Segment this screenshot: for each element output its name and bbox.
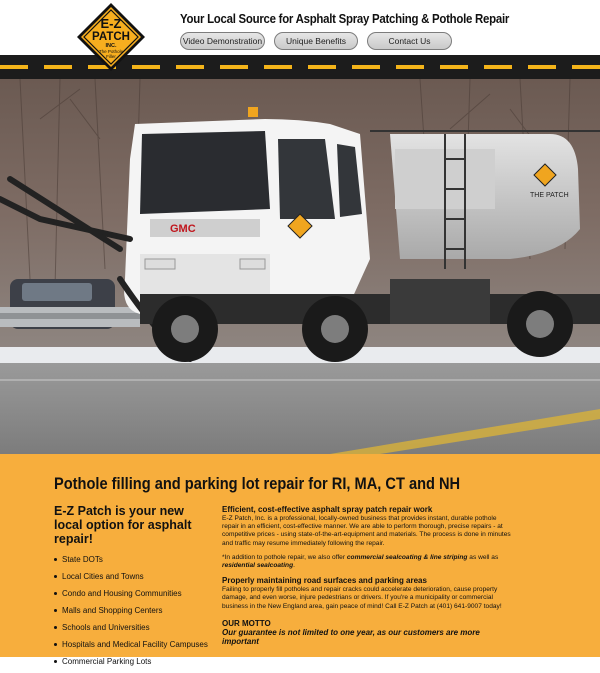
right-column — [222, 505, 512, 646]
svg-text:PATCH: PATCH — [92, 31, 130, 43]
svg-text:INC.: INC. — [105, 43, 117, 49]
list-item: Commercial Parking Lots — [54, 656, 214, 673]
motto-title: OUR MOTTO — [222, 618, 271, 628]
nav-video-demonstration[interactable]: Video Demonstration — [180, 32, 265, 50]
nav-contact-us[interactable]: Contact Us — [367, 32, 452, 50]
section-body-maintaining: Failing to properly fill potholes and repair cracks could accelerate deterioration, cause property damage, and even worse, injure pedestrians or drivers. If you're a municipality or commercial business in the New England area, gain peace of mind! Call E-Z Patch at (401) 641-9007 today! — [222, 586, 502, 610]
left-column — [54, 504, 214, 673]
svg-text:E-Z: E-Z — [100, 16, 122, 31]
residential-sealcoating-text: residential sealcoating — [222, 562, 294, 570]
site-tagline: Your Local Source for Asphalt Spray Patching & Pothole Repair — [180, 11, 510, 26]
motto-body: Our guarantee is not limited to one year, as our customers are more important — [222, 627, 480, 646]
intro-heading: E-Z Patch is your new local option for asphalt repair! — [54, 504, 192, 546]
additional-services-note: *In addition to pothole repair, we also offer commercial sealcoating & line striping as well as residential sealcoating. — [222, 553, 499, 570]
list-item: Local Cities and Towns — [54, 571, 214, 588]
list-item: Hospitals and Medical Facility Campuses — [54, 639, 214, 656]
svg-text:The Pothole: The Pothole — [98, 49, 124, 54]
content-section — [0, 454, 600, 666]
customer-type-list — [54, 554, 214, 673]
sealcoating-link-text: commercial sealcoating & line striping — [346, 553, 468, 561]
main-nav — [180, 32, 461, 50]
list-item: Condo and Housing Communities — [54, 588, 214, 605]
svg-text:THE PATCH: THE PATCH — [530, 192, 569, 199]
list-item: Malls and Shopping Centers — [54, 605, 214, 622]
section-title-maintaining: Properly maintaining road surfaces and parking areas — [222, 576, 427, 586]
list-item: Schools and Universities — [54, 622, 214, 639]
svg-text:GMC: GMC — [170, 223, 196, 235]
section-title-efficient: Efficient, cost-effective asphalt spray patch repair work — [222, 505, 433, 514]
section-body-efficient: E-Z Patch, Inc. is a professional, locally-owned business that provides instant, durable pothole repair in an efficient, cost-effective manner. We are able to perform thorough, precise repairs - at competitive prices - using state-of-the-art-equipment and materials. The process is done in minutes and traffic may resume immediately following the repair. — [222, 515, 511, 547]
ez-patch-logo[interactable] — [76, 2, 146, 72]
list-item: State DOTs — [54, 554, 214, 571]
nav-unique-benefits[interactable]: Unique Benefits — [274, 32, 358, 50]
hero-truck-photo — [0, 79, 600, 454]
service-area-headline: Pothole filling and parking lot repair for RI, MA, CT and NH — [54, 474, 461, 493]
svg-text:Filler: Filler — [106, 54, 116, 59]
